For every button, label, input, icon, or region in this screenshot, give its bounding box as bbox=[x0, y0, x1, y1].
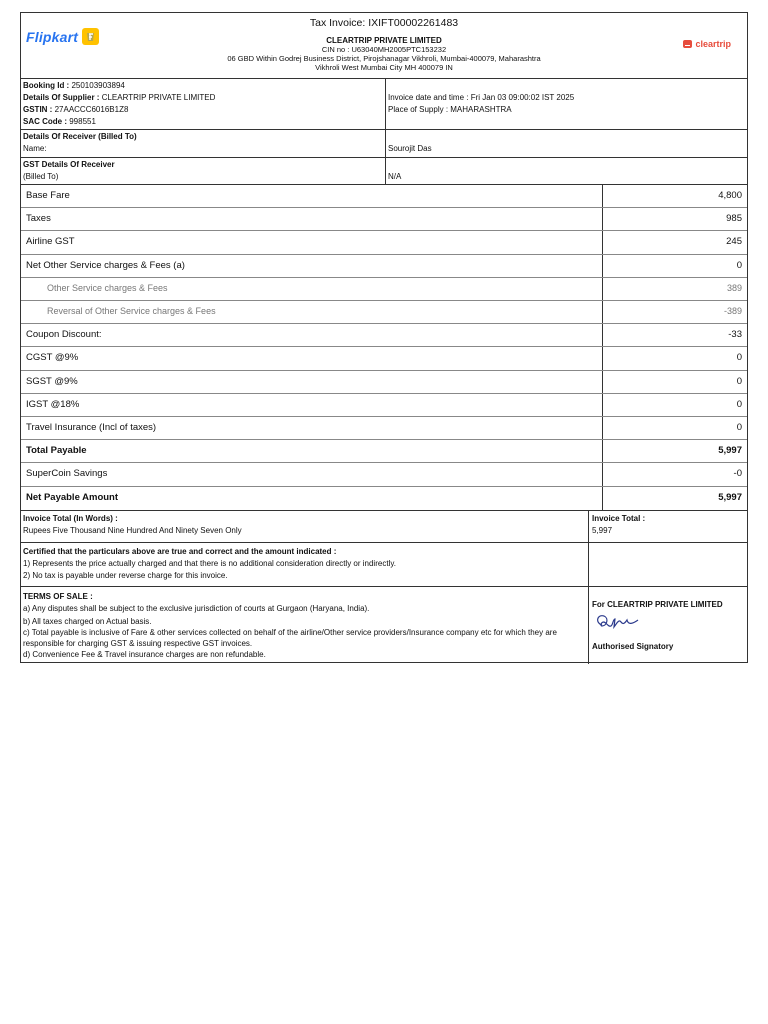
charge-value: 0 bbox=[736, 398, 742, 410]
charge-value: -389 bbox=[723, 306, 742, 316]
authorised-signatory: Authorised Signatory bbox=[592, 642, 674, 651]
row-divider bbox=[21, 486, 747, 487]
charge-label: SuperCoin Savings bbox=[26, 468, 108, 480]
charge-value: 0 bbox=[736, 422, 742, 433]
receiver-name-label: Name: bbox=[23, 144, 47, 153]
gstin: GSTIN : 27AACCC6016B1Z8 bbox=[23, 105, 129, 114]
booking-id: Booking Id : 250103903894 bbox=[23, 81, 125, 90]
invoice-date: Invoice date and time : Fri Jan 03 09:00:02 IST 2025 bbox=[388, 93, 575, 102]
charge-value: 5,997 bbox=[718, 445, 742, 457]
charge-label: Net Payable Amount bbox=[26, 491, 119, 503]
charge-label: Taxes bbox=[26, 213, 51, 225]
sac-code: SAC Code : 998551 bbox=[23, 117, 96, 126]
terms-d: d) Convenience Fee & Travel insurance charges are non refundable. bbox=[23, 650, 266, 659]
row-divider bbox=[21, 416, 747, 417]
terms-heading: TERMS OF SALE : bbox=[23, 592, 93, 601]
total-words-label: Invoice Total (In Words) : bbox=[23, 514, 118, 523]
row-divider bbox=[21, 370, 747, 371]
charge-label: SGST @9% bbox=[26, 375, 78, 387]
charge-label: Coupon Discount: bbox=[26, 329, 102, 341]
row-divider bbox=[21, 393, 747, 394]
charge-value: 5,997 bbox=[718, 491, 742, 503]
charge-label: Total Payable bbox=[26, 445, 87, 457]
total-words-value: Rupees Five Thousand Nine Hundred And Ninety Seven Only bbox=[23, 526, 242, 535]
charge-value: 0 bbox=[736, 375, 742, 387]
charge-label: Travel Insurance (Incl of taxes) bbox=[26, 422, 157, 433]
receiver-heading: Details Of Receiver (Billed To) bbox=[23, 132, 137, 141]
charge-value: 0 bbox=[736, 352, 742, 364]
charge-value: 0 bbox=[736, 259, 742, 271]
charge-value: 389 bbox=[726, 282, 742, 293]
invoice-page bbox=[20, 12, 748, 663]
charge-value: -33 bbox=[728, 329, 742, 341]
terms-b: b) All taxes charged on Actual basis. bbox=[23, 617, 152, 626]
terms-c: c) Total payable is inclusive of Fare & other services collected on behalf of the airline/Other service providers/Insurance company etc for which they are responsible for charging GST & issuing respective GST invoices. bbox=[23, 628, 557, 648]
signature-image bbox=[593, 611, 641, 638]
charge-label: Base Fare bbox=[26, 190, 70, 201]
row-divider bbox=[21, 462, 747, 463]
charge-label: Airline GST bbox=[26, 236, 75, 248]
gst-receiver-heading: GST Details Of Receiver bbox=[23, 160, 115, 169]
charge-label: Reversal of Other Service charges & Fees bbox=[47, 306, 216, 316]
flipkart-logo: Flipkart bbox=[26, 28, 99, 45]
company-address-2: Vikhroli West Mumbai City MH 400079 IN bbox=[315, 63, 453, 72]
charge-label: Other Service charges & Fees bbox=[47, 282, 168, 293]
invoice-title: Tax Invoice: IXIFT00002261483 bbox=[309, 17, 459, 29]
row-divider bbox=[21, 277, 747, 278]
charge-label: IGST @18% bbox=[26, 398, 80, 410]
row-divider bbox=[21, 207, 747, 208]
supplier: Details Of Supplier : CLEARTRIP PRIVATE LIMITED bbox=[23, 93, 216, 102]
charge-value: 245 bbox=[726, 236, 742, 248]
receiver-name: Sourojit Das bbox=[388, 144, 432, 153]
charge-value: 985 bbox=[726, 213, 742, 225]
place-of-supply: Place of Supply : MAHARASHTRA bbox=[388, 105, 512, 114]
invoice-total-label: Invoice Total : bbox=[592, 514, 646, 523]
company-address-1: 06 GBD Within Godrej Business District, Pirojshanagar Vikhroli, Mumbai-400079, Maharashtra bbox=[227, 54, 541, 63]
cleartrip-logo: cleartrip bbox=[683, 39, 731, 49]
certification-line-2: 2) No tax is payable under reverse charge for this invoice. bbox=[23, 571, 228, 580]
row-divider bbox=[21, 439, 747, 440]
company-name: CLEARTRIP PRIVATE LIMITED bbox=[326, 36, 442, 45]
charge-value: 4,800 bbox=[718, 190, 742, 201]
row-divider bbox=[21, 230, 747, 231]
charge-label: CGST @9% bbox=[26, 352, 79, 364]
certification-line-1: 1) Represents the price actually charged and that there is no additional consideration directly or indirectly. bbox=[23, 559, 396, 568]
row-divider bbox=[21, 323, 747, 324]
invoice-total-value: 5,997 bbox=[592, 526, 613, 535]
gst-receiver-sub: (Billed To) bbox=[23, 172, 59, 181]
charge-value: -0 bbox=[733, 468, 742, 480]
gst-receiver-value: N/A bbox=[388, 172, 402, 181]
row-divider bbox=[21, 300, 747, 301]
charge-label: Net Other Service charges & Fees (a) bbox=[26, 259, 185, 271]
company-cin: CIN no : U63040MH2005PTC153232 bbox=[321, 45, 447, 54]
for-company: For CLEARTRIP PRIVATE LIMITED bbox=[592, 600, 723, 609]
terms-a: a) Any disputes shall be subject to the exclusive jurisdiction of courts at Gurgaon (Haryana, India). bbox=[23, 604, 370, 613]
row-divider bbox=[21, 254, 747, 255]
certification-heading: Certified that the particulars above are true and correct and the amount indicated : bbox=[23, 547, 337, 556]
row-divider bbox=[21, 346, 747, 347]
